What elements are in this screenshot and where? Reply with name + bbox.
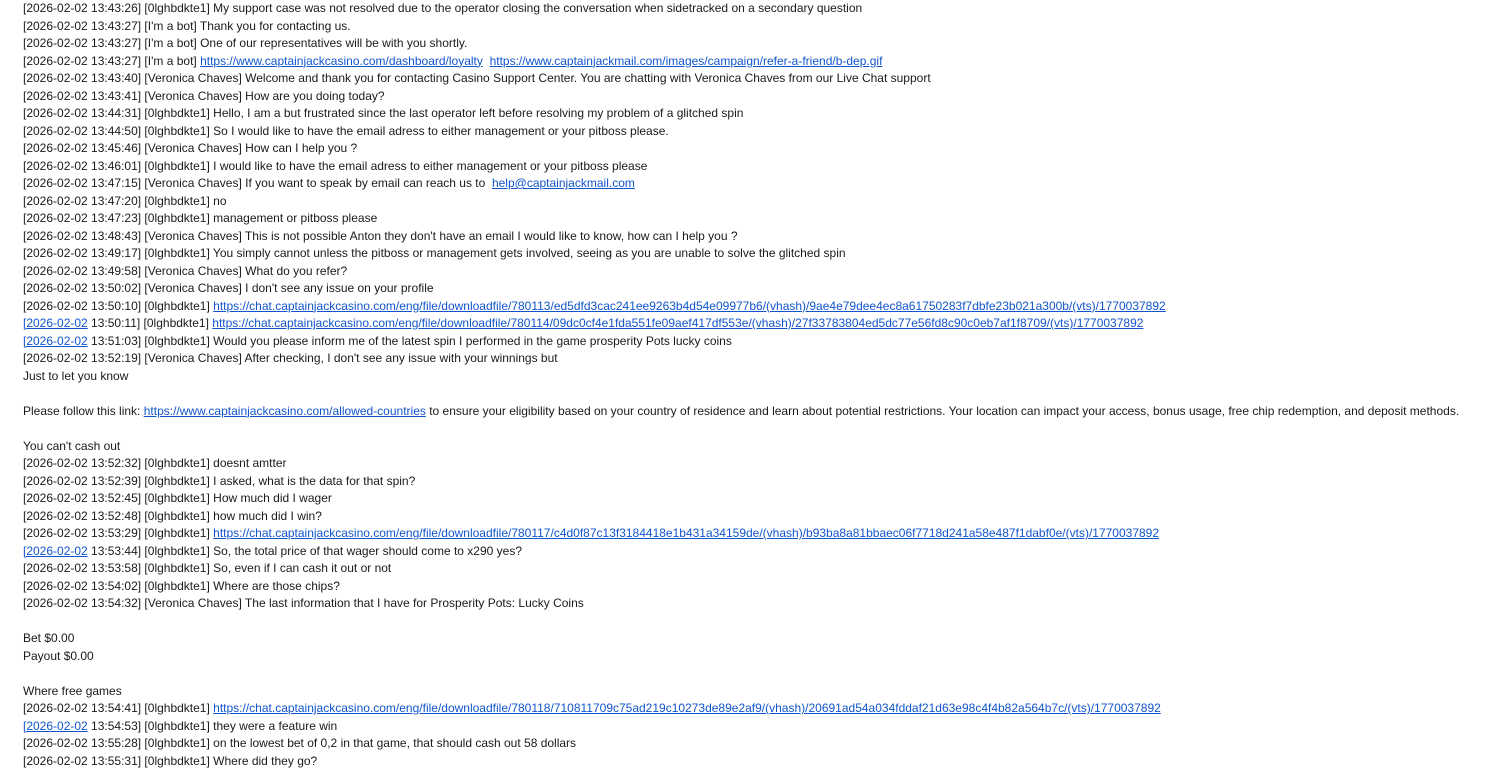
chat-line bbox=[23, 683, 1473, 701]
chat-text: [2026-02-02 13:54:02] [0lghbdkte1] Where are those chips? bbox=[23, 579, 340, 593]
chat-text: [2026-02-02 13:52:32] [0lghbdkte1] doesnt amtter bbox=[23, 456, 287, 470]
chat-link[interactable]: [2026-02-02 bbox=[23, 316, 88, 330]
chat-line bbox=[23, 560, 1473, 578]
chat-line bbox=[23, 700, 1473, 718]
chat-text: [2026-02-02 13:49:17] [0lghbdkte1] You simply cannot unless the pitboss or management gets involved, seeing as you are unable to solve the glitched spin bbox=[23, 246, 846, 260]
chat-line bbox=[23, 53, 1473, 71]
chat-text: [2026-02-02 13:47:20] [0lghbdkte1] no bbox=[23, 194, 227, 208]
chat-text: [2026-02-02 13:55:28] [0lghbdkte1] on the lowest bet of 0,2 in that game, that should cash out 58 dollars bbox=[23, 736, 576, 750]
blank-line bbox=[23, 665, 1473, 683]
chat-text: [2026-02-02 13:43:27] [I'm a bot] bbox=[23, 54, 200, 68]
chat-line bbox=[23, 543, 1473, 561]
chat-text: [2026-02-02 13:53:58] [0lghbdkte1] So, even if I can cash it out or not bbox=[23, 561, 391, 575]
chat-text: Payout $0.00 bbox=[23, 649, 94, 663]
chat-line bbox=[23, 455, 1473, 473]
chat-link[interactable]: https://chat.captainjackcasino.com/eng/file/downloadfile/780117/c4d0f87c13f3184418e1b431a34159de/(vhash)/b93ba8a81bbaec06f7718d241a58e487f1dabf0e/(vts)/1770037892 bbox=[213, 526, 1159, 540]
chat-line bbox=[23, 403, 1473, 421]
chat-link[interactable]: https://www.captainjackmail.com/images/campaign/refer-a-friend/b-dep.gif bbox=[490, 54, 883, 68]
chat-link[interactable]: [2026-02-02 bbox=[23, 719, 88, 733]
chat-line bbox=[23, 473, 1473, 491]
chat-line bbox=[23, 228, 1473, 246]
chat-text: Just to let you know bbox=[23, 369, 128, 383]
chat-line bbox=[23, 245, 1473, 263]
chat-text: [2026-02-02 13:45:46] [Veronica Chaves] How can I help you ? bbox=[23, 141, 357, 155]
chat-line bbox=[23, 280, 1473, 298]
chat-line bbox=[23, 753, 1473, 770]
chat-text: 13:50:11] [0lghbdkte1] bbox=[88, 316, 213, 330]
blank-line bbox=[23, 385, 1473, 403]
chat-text: Where free games bbox=[23, 684, 122, 698]
chat-text: [2026-02-02 13:52:45] [0lghbdkte1] How much did I wager bbox=[23, 491, 332, 505]
chat-text: [2026-02-02 13:43:27] [I'm a bot] One of our representatives will be with you shortly. bbox=[23, 36, 467, 50]
chat-link[interactable]: https://chat.captainjackcasino.com/eng/file/downloadfile/780114/09dc0cf4e1fda551fe09aef417df553e/(vhash)/27f33783804ed5dc77e56fd8c90c0eb7af1f8709/(vts)/1770037892 bbox=[212, 316, 1143, 330]
chat-line bbox=[23, 263, 1473, 281]
chat-line bbox=[23, 298, 1473, 316]
chat-line bbox=[23, 718, 1473, 736]
chat-text: [2026-02-02 13:43:41] [Veronica Chaves] How are you doing today? bbox=[23, 89, 385, 103]
chat-text: [2026-02-02 13:52:39] [0lghbdkte1] I asked, what is the data for that spin? bbox=[23, 474, 415, 488]
chat-text bbox=[483, 54, 490, 68]
chat-text: [2026-02-02 13:52:19] [Veronica Chaves] After checking, I don't see any issue with your winnings but bbox=[23, 351, 558, 365]
chat-line bbox=[23, 578, 1473, 596]
blank-line bbox=[23, 613, 1473, 631]
chat-line bbox=[23, 368, 1473, 386]
chat-link[interactable]: [2026-02-02 bbox=[23, 334, 88, 348]
chat-line bbox=[23, 333, 1473, 351]
chat-text: [2026-02-02 13:46:01] [0lghbdkte1] I would like to have the email adress to either management or your pitboss please bbox=[23, 159, 647, 173]
chat-line bbox=[23, 140, 1473, 158]
chat-text: [2026-02-02 13:48:43] [Veronica Chaves] This is not possible Anton they don't have an email I would like to know, how can I help you ? bbox=[23, 229, 738, 243]
chat-line bbox=[23, 18, 1473, 36]
chat-line bbox=[23, 595, 1473, 613]
chat-text: [2026-02-02 13:55:31] [0lghbdkte1] Where did they go? bbox=[23, 754, 317, 768]
chat-line bbox=[23, 350, 1473, 368]
chat-line bbox=[23, 508, 1473, 526]
chat-text: Please follow this link: bbox=[23, 404, 144, 418]
chat-text: 13:53:44] [0lghbdkte1] So, the total price of that wager should come to x290 yes? bbox=[88, 544, 522, 558]
chat-text: [2026-02-02 13:53:29] [0lghbdkte1] bbox=[23, 526, 213, 540]
chat-text: [2026-02-02 13:49:58] [Veronica Chaves] What do you refer? bbox=[23, 264, 347, 278]
chat-line bbox=[23, 88, 1473, 106]
chat-line bbox=[23, 735, 1473, 753]
chat-line bbox=[23, 0, 1473, 18]
chat-link[interactable]: https://www.captainjackcasino.com/allowed-countries bbox=[144, 404, 426, 418]
chat-line bbox=[23, 525, 1473, 543]
chat-text: [2026-02-02 13:50:02] [Veronica Chaves] I don't see any issue on your profile bbox=[23, 281, 434, 295]
chat-line bbox=[23, 210, 1473, 228]
chat-link[interactable]: help@captainjackmail.com bbox=[492, 176, 635, 190]
chat-text: [2026-02-02 13:47:23] [0lghbdkte1] management or pitboss please bbox=[23, 211, 377, 225]
chat-line bbox=[23, 438, 1473, 456]
chat-text: [2026-02-02 13:44:50] [0lghbdkte1] So I would like to have the email adress to either management or your pitboss please. bbox=[23, 124, 669, 138]
chat-text: [2026-02-02 13:44:31] [0lghbdkte1] Hello, I am a but frustrated since the last operator left before resolving my problem of a glitched spin bbox=[23, 106, 743, 120]
chat-text: to ensure your eligibility based on your country of residence and learn about potential restrictions. Your location can impact your access, bonus usage, free chip redemption, and deposit methods. bbox=[426, 404, 1459, 418]
chat-line bbox=[23, 648, 1473, 666]
blank-line bbox=[23, 420, 1473, 438]
chat-text: [2026-02-02 13:47:15] [Veronica Chaves] If you want to speak by email can reach us to bbox=[23, 176, 492, 190]
chat-text: [2026-02-02 13:52:48] [0lghbdkte1] how much did I win? bbox=[23, 509, 322, 523]
chat-line bbox=[23, 105, 1473, 123]
chat-line bbox=[23, 70, 1473, 88]
chat-text: 13:51:03] [0lghbdkte1] Would you please inform me of the latest spin I performed in the game prosperity Pots lucky coins bbox=[88, 334, 732, 348]
chat-link[interactable]: https://www.captainjackcasino.com/dashboard/loyalty bbox=[200, 54, 483, 68]
chat-transcript bbox=[23, 0, 1473, 770]
chat-text: [2026-02-02 13:54:41] [0lghbdkte1] bbox=[23, 701, 213, 715]
chat-text: [2026-02-02 13:54:32] [Veronica Chaves] The last information that I have for Prosperity Pots: Lucky Coins bbox=[23, 596, 584, 610]
chat-text: 13:54:53] [0lghbdkte1] they were a feature win bbox=[88, 719, 338, 733]
chat-text: Bet $0.00 bbox=[23, 631, 74, 645]
chat-text: [2026-02-02 13:43:26] [0lghbdkte1] My support case was not resolved due to the operator closing the conversation when sidetracked on a secondary question bbox=[23, 1, 862, 15]
chat-line bbox=[23, 35, 1473, 53]
chat-line bbox=[23, 490, 1473, 508]
chat-link[interactable]: [2026-02-02 bbox=[23, 544, 88, 558]
chat-line bbox=[23, 158, 1473, 176]
chat-link[interactable]: https://chat.captainjackcasino.com/eng/file/downloadfile/780113/ed5dfd3cac241ee9263b4d54e09977b6/(vhash)/9ae4e79dee4ec8a61750283f7dbfe23b021a300b/(vts)/1770037892 bbox=[213, 299, 1166, 313]
chat-line bbox=[23, 315, 1473, 333]
chat-text: [2026-02-02 13:43:27] [I'm a bot] Thank you for contacting us. bbox=[23, 19, 351, 33]
chat-text: [2026-02-02 13:50:10] [0lghbdkte1] bbox=[23, 299, 213, 313]
chat-text: You can't cash out bbox=[23, 439, 120, 453]
chat-text: [2026-02-02 13:43:40] [Veronica Chaves] Welcome and thank you for contacting Casino Support Center. You are chatting with Veronica Chaves from our Live Chat support bbox=[23, 71, 931, 85]
chat-line bbox=[23, 193, 1473, 211]
chat-line bbox=[23, 175, 1473, 193]
chat-line bbox=[23, 630, 1473, 648]
chat-link[interactable]: https://chat.captainjackcasino.com/eng/file/downloadfile/780118/710811709c75ad219c10273de89e2af9/(vhash)/20691ad54a034fddaf21d63e98c4f4b82a564b7c/(vts)/1770037892 bbox=[213, 701, 1161, 715]
chat-line bbox=[23, 123, 1473, 141]
